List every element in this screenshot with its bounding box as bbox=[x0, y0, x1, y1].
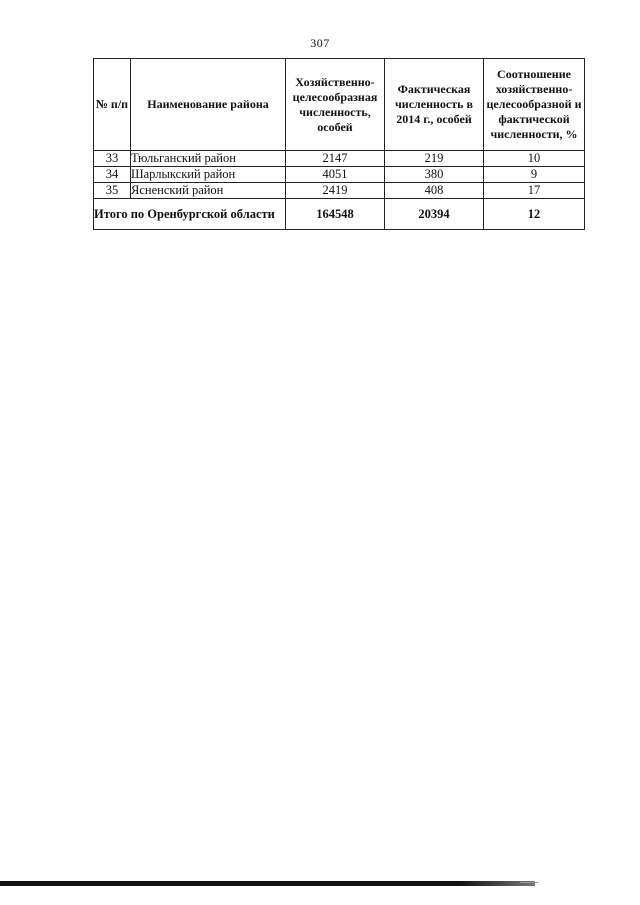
total-ratio: 12 bbox=[484, 199, 585, 230]
table-row bbox=[94, 151, 585, 167]
cell-num: 34 bbox=[94, 167, 131, 183]
cell-actual: 219 bbox=[385, 151, 484, 167]
cell-num: 35 bbox=[94, 183, 131, 199]
total-label: Итого по Оренбургской области bbox=[94, 199, 286, 230]
cell-num: 33 bbox=[94, 151, 131, 167]
cell-ratio: 9 bbox=[484, 167, 585, 183]
table-row bbox=[94, 183, 585, 199]
footer-rule-tail bbox=[520, 882, 538, 883]
table-row bbox=[94, 167, 585, 183]
cell-name: Шарлыкский район bbox=[131, 167, 286, 183]
cell-name: Ясненский район bbox=[131, 183, 286, 199]
header-actual: Фактическая численность в 2014 г., особей bbox=[385, 59, 484, 151]
header-target: Хозяйственно-целесообразная численность, особей bbox=[286, 59, 385, 151]
population-table bbox=[93, 58, 585, 230]
total-actual: 20394 bbox=[385, 199, 484, 230]
page-number: 307 bbox=[310, 36, 330, 50]
header-row bbox=[94, 59, 585, 151]
cell-target: 2419 bbox=[286, 183, 385, 199]
cell-target: 2147 bbox=[286, 151, 385, 167]
footer-rule bbox=[0, 881, 535, 886]
cell-actual: 380 bbox=[385, 167, 484, 183]
cell-actual: 408 bbox=[385, 183, 484, 199]
header-ratio: Соотношение хозяйственно-целесообразной и фактической численности, % bbox=[484, 59, 585, 151]
cell-name: Тюльганский район bbox=[131, 151, 286, 167]
header-num: № п/п bbox=[94, 59, 131, 151]
header-name: Наименование района bbox=[131, 59, 286, 151]
total-target: 164548 bbox=[286, 199, 385, 230]
cell-ratio: 10 bbox=[484, 151, 585, 167]
cell-ratio: 17 bbox=[484, 183, 585, 199]
cell-target: 4051 bbox=[286, 167, 385, 183]
total-row bbox=[94, 199, 585, 230]
